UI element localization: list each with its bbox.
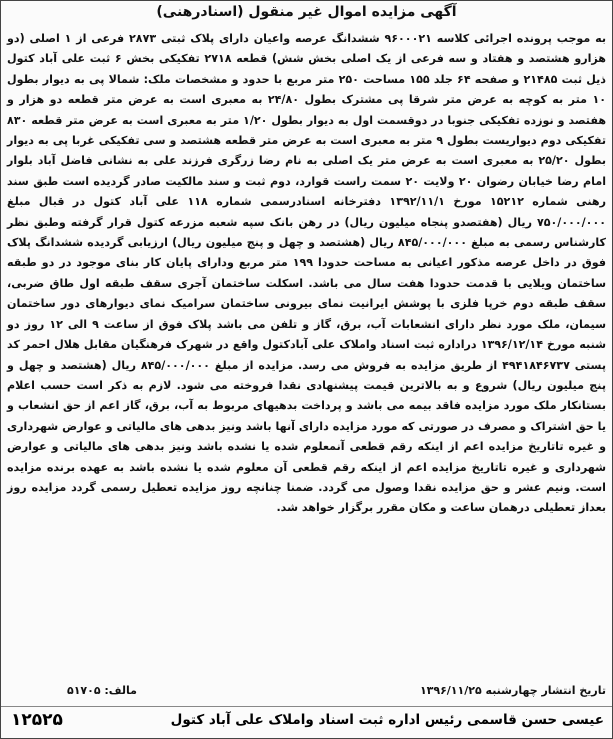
ad-number: ۱۲۵۲۵ xyxy=(11,710,63,730)
publish-date: تاریخ انتشار چهارشنبه ۱۳۹۶/۱۱/۲۵ xyxy=(419,684,606,697)
notice-title: آگهی مزایده اموال غیر منقول (اسنادرهنی) xyxy=(156,4,457,20)
notice-body-text: به موجب پرونده اجرائی کلاسه ۹۶۰۰۰۲۱ ششدانگ عرصه واعیان دارای پلاک ثبتی ۲۸۷۳ فرعی از ۱ اصلی (دو هزارو هشتصد و هفتاد و سه فرعی از یک اصلی بخش شش) قطعه ۲۷۱۸ تفکیکی بخش ۶ ثبت علی آباد کتول ذیل ثبت ۲۱۴۸۵ و صفحه ۶۴ جلد ۱۵۵ مساحت ۲۵۰ متر مربع با حدود و مشخصات ملک: شمالا پی به دیوار بطول ۱۰ متر به کوچه به عرض متر شرقا پی مشترک بطول ۲۴/۸۰ به معبری است به عرض متر قطعه دو هزار و هفتصد و نوزده تفکیکی جنوبا در دوقسمت اول به دیوار بطول ۱/۲۰ متر به معبری است به عرض متر قطعه ۸۳۰ تفکیکی دوم دیواریست بطول ۹ متر به معبری است به عرض متر قطعه هشتصد و سی تفکیکی غربا پی به دیوار بطول ۲۵/۲۰ به معبری است به عرض متر یک اصلی به نام رضا زرگری فرزند علی به نشانی فاضل آباد بلوار امام رضا خیابان رضوان ۲۰ ولایت ۲۰ سمت راست قوارد، دوم ثبت و سند مالکیت صادر گردیده است طبق سند رهنی شماره ۱۵۲۱۲ مورخ ۱۳۹۲/۱۱/۱ دفترخانه اسنادرسمی شماره ۱۱۸ علی آباد کتول در قبال مبلغ ۷۵۰/۰۰۰/۰۰۰ ریال (هفتصدو پنجاه میلیون ریال) در رهن بانک سپه شعبه مزرعه کتول قرار گرفته وطبق نظر کارشناس رسمی به مبلغ ۸۴۵/۰۰۰/۰۰۰ ریال (هشتصد و چهل و پنج میلیون ریال) ارزیابی گردیده ششدانگ پلاک فوق در داخل عرصه مذکور اعیانی به مساحت حدودا ۱۹۹ متر مربع ودارای پایان کار بنای موجود در دو طبقه ساختمان ویلایی با قدمت حدودا هفت سال می باشد. اسکلت ساختمان آجری سقف طبقه اول طاق ضربی، سقف طبقه دوم خرپا فلزی با پوشش ایرانیت نمای بیرونی ساختمان سرامیک نمای دیوارهای دور ساختمان سیمان، ملک مورد نظر دارای انشعابات آب، برق، گاز و تلفن می باشد پلاک فوق از ساعت ۹ الی ۱۲ روز دو شنبه مورخ ۱۳۹۶/۱۲/۱۴ دراداره ثبت اسناد واملاک علی آبادکتول واقع در شهرک فرهنگیان مقابل هلال احمر کد پستی ۴۹۴۱۸۴۶۷۳۷ از طریق مزایده به فروش می رسد. مزایده از مبلغ ۸۴۵/۰۰۰/۰۰۰ ریال (هشتصد و چهل و پنج میلیون ریال) شروع و به بالاترین قیمت پیشنهادی نقدا فروخته می شود. لازم به ذکر است حسب اعلام بستانکار ملک مورد مزایده فاقد بیمه می باشد و پرداخت بدهیهای مربوط به آب، برق، گاز اعم از حق انشعاب و یا حق اشتراک و مصرف در صورتی که مورد مزایده دارای آنها باشد ونیز بدهی های مالیاتی و عوارض شهرداری و غیره تاتاریخ مزایده اعم از اینکه رقم قطعی آنمعلوم شده یا نشده باشد ونیز بدهی های مالیاتی و عوارض شهرداری و غیره تاتاریخ مزایده اعم از اینکه رقم قطعی آن معلوم شده یا نشده باشد به عهده برنده مزایده است. ونیم عشر و حق مزایده نقدا وصول می گردد. ضمنا چنانچه روز مزایده تعطیل رسمی گردد مزایده روز بعداز تعطیلی درهمان ساعت و مکان مقرر برگزار خواهد شد. xyxy=(7,32,607,515)
notice-body xyxy=(7,29,606,681)
notice-meta xyxy=(7,684,606,704)
signer-line: عیسی حسن قاسمی رئیس اداره ثبت اسناد واملاک علی آباد کتول xyxy=(170,712,604,728)
notice-footer xyxy=(1,706,612,737)
notice-code: مالف: ۵۱۷۰۵ xyxy=(67,684,137,697)
